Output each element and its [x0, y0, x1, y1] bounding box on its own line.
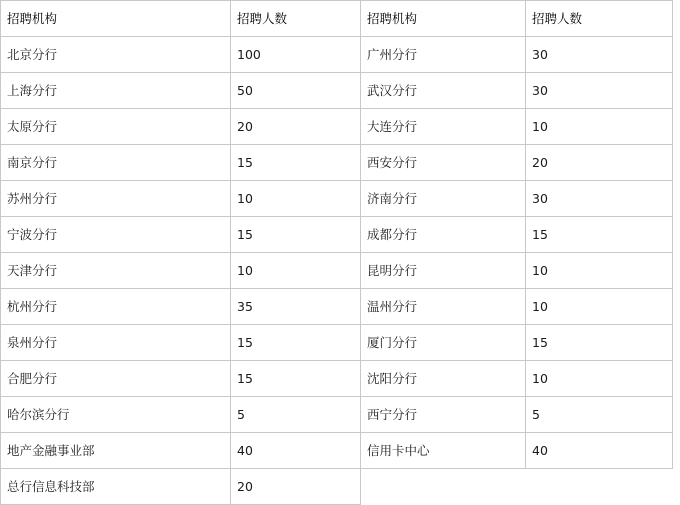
column-header-count-1: 招聘人数	[231, 1, 361, 37]
cell-org-right-empty	[361, 469, 526, 505]
table-row	[1, 109, 673, 145]
cell-count-right: 30	[526, 181, 673, 217]
cell-count-left: 15	[231, 361, 361, 397]
table-row	[1, 361, 673, 397]
cell-count-left: 15	[231, 217, 361, 253]
cell-org-left: 地产金融事业部	[1, 433, 231, 469]
cell-org-right: 沈阳分行	[361, 361, 526, 397]
cell-org-left: 南京分行	[1, 145, 231, 181]
table-row	[1, 289, 673, 325]
cell-count-left: 15	[231, 325, 361, 361]
table-row	[1, 397, 673, 433]
cell-org-left: 杭州分行	[1, 289, 231, 325]
table-row	[1, 73, 673, 109]
cell-count-right: 15	[526, 217, 673, 253]
cell-org-left: 宁波分行	[1, 217, 231, 253]
cell-org-right: 武汉分行	[361, 73, 526, 109]
cell-count-right: 10	[526, 253, 673, 289]
cell-count-right-empty	[526, 469, 673, 505]
cell-org-right: 济南分行	[361, 181, 526, 217]
cell-count-right: 40	[526, 433, 673, 469]
cell-org-left: 苏州分行	[1, 181, 231, 217]
cell-count-left: 40	[231, 433, 361, 469]
table-row	[1, 37, 673, 73]
cell-org-right: 昆明分行	[361, 253, 526, 289]
cell-count-left: 50	[231, 73, 361, 109]
cell-count-left: 20	[231, 469, 361, 505]
cell-count-right: 10	[526, 109, 673, 145]
column-header-count-2: 招聘人数	[526, 1, 673, 37]
table-header-row	[1, 1, 673, 37]
table-row	[1, 217, 673, 253]
cell-org-left: 天津分行	[1, 253, 231, 289]
cell-org-right: 信用卡中心	[361, 433, 526, 469]
cell-org-left: 泉州分行	[1, 325, 231, 361]
cell-count-right: 10	[526, 289, 673, 325]
cell-count-left: 35	[231, 289, 361, 325]
cell-org-left: 太原分行	[1, 109, 231, 145]
cell-org-right: 温州分行	[361, 289, 526, 325]
cell-count-left: 15	[231, 145, 361, 181]
table-row	[1, 433, 673, 469]
cell-count-left: 100	[231, 37, 361, 73]
table-row	[1, 469, 673, 505]
cell-org-right: 厦门分行	[361, 325, 526, 361]
cell-org-left: 哈尔滨分行	[1, 397, 231, 433]
cell-org-right: 西宁分行	[361, 397, 526, 433]
cell-org-left: 总行信息科技部	[1, 469, 231, 505]
cell-org-left: 北京分行	[1, 37, 231, 73]
cell-count-right: 20	[526, 145, 673, 181]
cell-org-right: 西安分行	[361, 145, 526, 181]
cell-org-right: 成都分行	[361, 217, 526, 253]
table-row	[1, 253, 673, 289]
cell-count-right: 30	[526, 37, 673, 73]
table-row	[1, 325, 673, 361]
cell-org-right: 广州分行	[361, 37, 526, 73]
table-row	[1, 145, 673, 181]
cell-org-left: 上海分行	[1, 73, 231, 109]
cell-org-right: 大连分行	[361, 109, 526, 145]
cell-count-left: 10	[231, 253, 361, 289]
column-header-org-2: 招聘机构	[361, 1, 526, 37]
cell-count-right: 5	[526, 397, 673, 433]
table-body	[1, 1, 673, 505]
cell-count-right: 30	[526, 73, 673, 109]
cell-count-left: 10	[231, 181, 361, 217]
cell-count-left: 20	[231, 109, 361, 145]
table-row	[1, 181, 673, 217]
cell-org-left: 合肥分行	[1, 361, 231, 397]
cell-count-right: 15	[526, 325, 673, 361]
column-header-org-1: 招聘机构	[1, 1, 231, 37]
cell-count-right: 10	[526, 361, 673, 397]
cell-count-left: 5	[231, 397, 361, 433]
